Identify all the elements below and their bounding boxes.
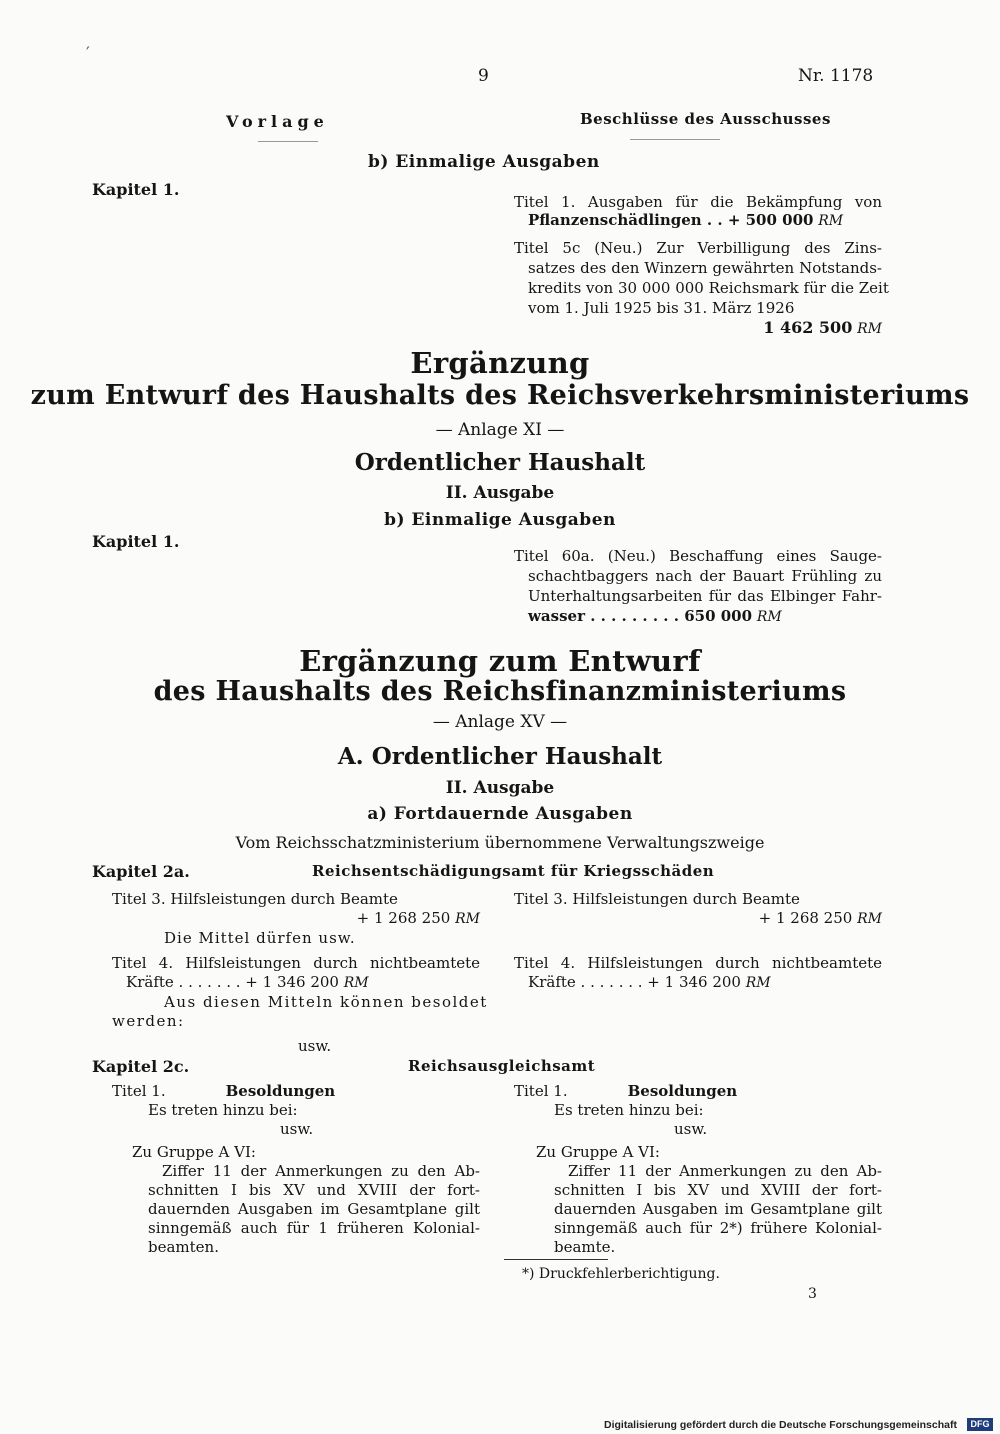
verkehr-title-line1: Ergänzung: [410, 346, 590, 380]
finanz-ausgabe: II. Ausgabe: [445, 778, 555, 798]
section-heading-einmalige: b) Einmalige Ausgaben: [368, 152, 600, 172]
page-number: 9: [478, 66, 489, 86]
kapitel-2a-right-column: Titel 3. Hilfsleistungen durch Beamte + 1 268 250 RM Titel 4. Hilfsleistungen durch nichtbeamtete Kräfte . . . . . . . + 1 346 200 RM: [514, 890, 882, 991]
margin-mark: ′: [86, 44, 90, 64]
verkehr-haushalt: Ordentlicher Haushalt: [354, 449, 646, 476]
kapitel-2a-label: Kapitel 2a.: [92, 862, 190, 881]
kapitel-2c-right-column: Titel 1. Besoldungen Es treten hinzu bei: usw. Zu Gruppe A VI: Ziffer 11 der Anmerkungen zu den Ab- schnitten I bis XV und XVIII der fort- dauernden Ausgaben im Gesamtplane gilt sinngemäß auch für 2*) frühere Kolonial- beamte.: [514, 1082, 882, 1256]
kapitel-2a-left-column: Titel 3. Hilfsleistungen durch Beamte + 1 268 250 RM Die Mittel dürfen usw. Titel 4. Hilfsleistungen durch nichtbeamtete Kräfte . . . . . . . + 1 346 200 RM Aus diesen Mitteln können besoldet werden: usw.: [112, 890, 488, 1055]
finanz-title-line1: Ergänzung zum Entwurf: [299, 644, 701, 678]
finanz-title-line2: des Haushalts des Reichsfinanzministeriums: [153, 676, 847, 707]
footnote: *) Druckfehlerberichtigung.: [522, 1266, 720, 1282]
dfg-logo: DFG: [967, 1418, 993, 1431]
verkehr-kapitel-label: Kapitel 1.: [92, 532, 180, 551]
titel-5c-entry: Titel 5c (Neu.) Zur Verbilligung des Zins- satzes des den Winzern gewährten Notstands- kredits von 30 000 000 Reichsmark für die Zeit vom 1. Juli 1925 bis 31. März 1926 1 462 500 RM: [514, 239, 889, 337]
finanz-haushalt: A. Ordentlicher Haushalt: [337, 743, 663, 770]
titel-1-entry: Titel 1. Ausgaben für die Bekämpfung von Pflanzenschädlingen . . + 500 000 RM: [514, 193, 882, 229]
column-header-beschluesse: Beschlüsse des Ausschusses: [580, 110, 831, 128]
kapitel-label: Kapitel 1.: [92, 180, 180, 199]
finanz-anlage: — Anlage XV —: [432, 712, 568, 732]
titel-60a-entry: Titel 60a. (Neu.) Beschaffung eines Sauge- schachtbaggers nach der Bauart Frühling zu Unterhaltungsarbeiten für das Elbinger Fahr- wasser . . . . . . . . . 650 000 RM: [514, 547, 882, 625]
column-header-vorlage: Vorlage: [226, 112, 329, 131]
kapitel-2c-left-column: Titel 1. Besoldungen Es treten hinzu bei: usw. Zu Gruppe A VI: Ziffer 11 der Anmerkungen zu den Ab- schnitten I bis XV und XVIII der fort- dauernden Ausgaben im Gesamtplane gilt sinngemäß auch für 1 früheren Kolonial- beamten.: [112, 1082, 480, 1256]
verkehr-heading-einmalige: b) Einmalige Ausgaben: [384, 510, 616, 530]
verkehr-anlage: — Anlage XI —: [435, 420, 565, 440]
document-number: Nr. 1178: [798, 66, 874, 86]
digitization-credit: Digitalisierung gefördert durch die Deutsche Forschungsgemeinschaft: [604, 1419, 957, 1431]
verkehr-ausgabe: II. Ausgabe: [445, 483, 555, 503]
finanz-subheading: Vom Reichsschatzministerium übernommene Verwaltungszweige: [235, 833, 765, 852]
kapitel-2c-title: Reichsausgleichsamt: [408, 1057, 596, 1075]
sheet-number: 3: [808, 1286, 817, 1302]
verkehr-title-line2: zum Entwurf des Haushalts des Reichsverkehrsministeriums: [30, 380, 970, 411]
kapitel-2c-label: Kapitel 2c.: [92, 1057, 190, 1076]
kapitel-2a-title: Reichsentschädigungsamt für Kriegsschäden: [312, 862, 715, 880]
finanz-heading-fortdauernde: a) Fortdauernde Ausgaben: [367, 804, 633, 824]
